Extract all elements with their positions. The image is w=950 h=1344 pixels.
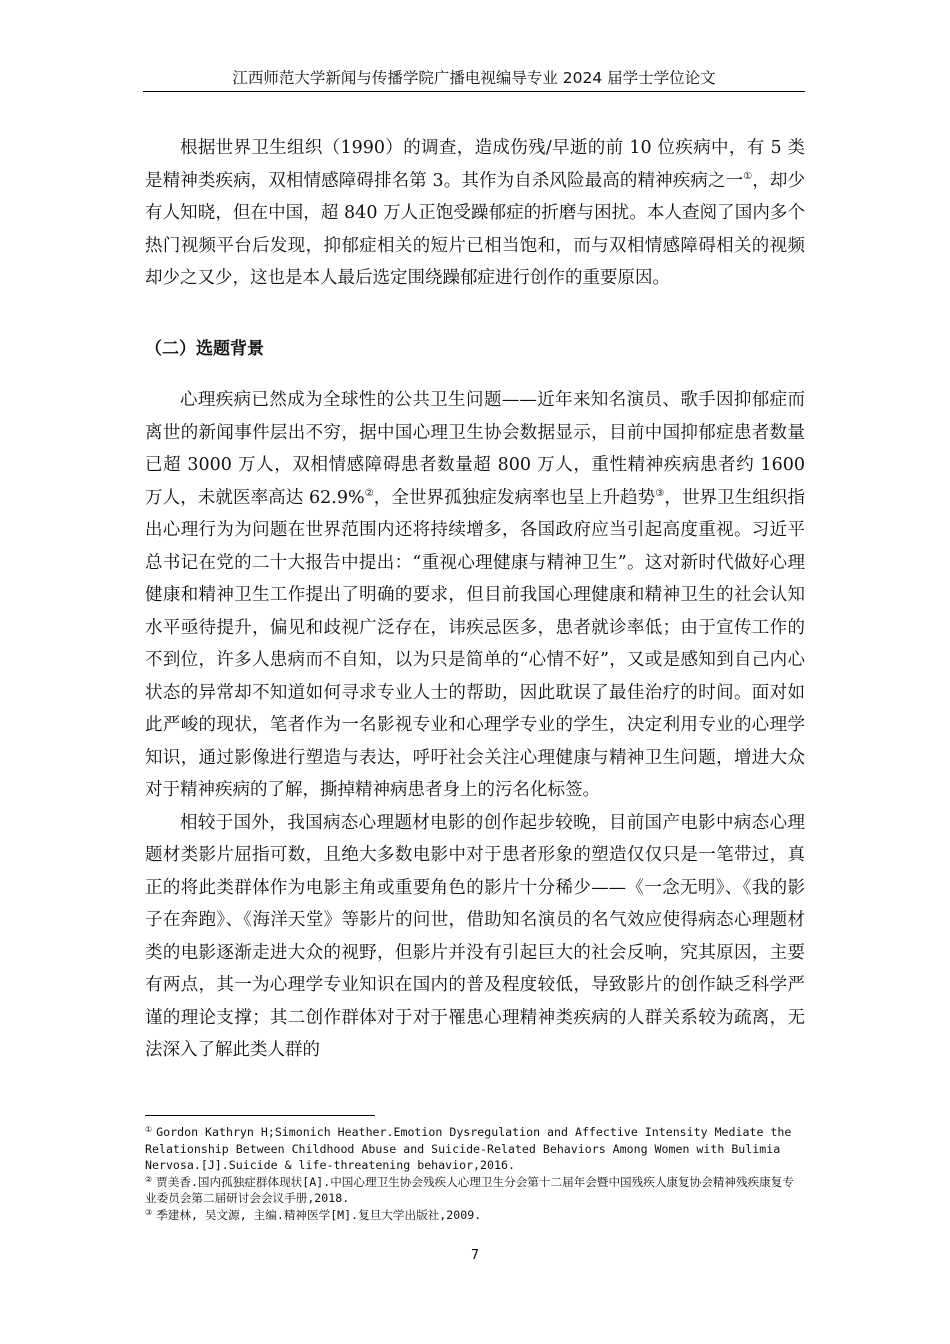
footnote-ref-2[interactable]: ②	[364, 487, 374, 499]
footnotes	[145, 1124, 805, 1223]
footnote-text-1: Gordon Kathryn H;Simonich Heather.Emotion Dysregulation and Affective Intensity Mediate the Relationship Between Childhood Abuse and Suicide-Related Behaviors Among Women with Bulimia Nervosa.[J].Suicide & life-threatening behavior,2016.	[145, 1125, 792, 1172]
running-header: 江西师范大学新闻与传播学院广播电视编导专业 2024 届学士学位论文	[143, 66, 805, 92]
footnote-ref-1[interactable]: ①	[743, 170, 753, 182]
paragraph-2-text-c: ，世界卫生组织指出心理行为为问题在世界范围内还将持续增多，各国政府应当引起高度重视。习近平总书记在党的二十大报告中提出：“重视心理健康与精神卫生”。这对新时代做好心理健康和精神卫生工作提出了明确的要求，但目前我国心理健康和精神卫生的社会认知水平亟待提升，偏见和歧视广泛存在，讳疾忌医多，患者就诊率低；由于宣传工作的不到位，许多人患病而不自知，以为只是简单的“心情不好”，又或是感知到自己内心状态的异常却不知道如何寻求专业人士的帮助，因此耽误了最佳治疗的时间。面对如此严峻的现状，笔者作为一名影视专业和心理学专业的学生，决定利用专业的心理学知识，通过影像进行塑造与表达，呼吁社会关注心理健康与精神卫生问题，增进大众对于精神疾病的了解，撕掉精神病患者身上的污名化标签。	[145, 487, 806, 800]
paragraph-2	[145, 384, 805, 1067]
paragraph-1-text-b: ，却少有人知晓，但在中国，超 840 万人正饱受躁郁症的折磨与困扰。本人查阅了国内多个热门视频平台后发现，抑郁症相关的短片已相当饱和，而与双相情感障碍相关的视频却少之又少，这也是本人最后选定围绕躁郁症进行创作的重要原因。	[145, 170, 806, 288]
paragraph-2-text-b: ，全世界孤独症发病率也呈上升趋势	[373, 487, 656, 508]
section-heading: （二）选题背景	[145, 339, 264, 359]
footnote-ref-3[interactable]: ③	[655, 487, 665, 499]
footnote-text-2: 贾美香.国内孤独症群体现状[A].中国心理卫生协会残疾人心理卫生分会第十二届年会暨中国残疾人康复协会精神残疾康复专业委员会第二届研讨会会议手册,2018.	[145, 1174, 794, 1205]
page-number: 7	[470, 1248, 480, 1263]
footnote-1	[145, 1124, 805, 1174]
paragraph-1	[145, 132, 805, 295]
paragraph-1-text-a: 根据世界卫生组织（1990）的调查，造成伤残/早逝的前 10 位疾病中，有 5 类是精神类疾病，双相情感障碍排名第 3。其作为自杀风险最高的精神疾病之一	[145, 138, 805, 191]
paragraph-3: 相较于国外，我国病态心理题材电影的创作起步较晚，目前国产电影中病态心理题材类影片屈指可数，且绝大多数电影中对于患者形象的塑造仅仅只是一笔带过，真正的将此类群体作为电影主角或重要角色的影片十分稀少——《一念无明》、《我的影子在奔跑》、《海洋天堂》等影片的问世，借助知名演员的名气效应使得病态心理题材类的电影逐渐走进大众的视野，但影片并没有引起巨大的社会反响，究其原因，主要有两点，其一为心理学专业知识在国内的普及程度较低，导致影片的创作缺乏科学严谨的理论支撑；其二创作群体对于对于罹患心理精神类疾病的人群关系较为疏离，无法深入了解此类人群的	[145, 812, 805, 1060]
footnote-2	[145, 1174, 805, 1207]
footnote-mark-3: ③	[145, 1207, 153, 1217]
footnote-text-3: 季建林, 吴文源, 主编.精神医学[M].复旦大学出版社,2009.	[156, 1207, 482, 1222]
footnote-mark-1: ①	[145, 1125, 153, 1134]
footnote-mark-2: ②	[145, 1174, 153, 1184]
paragraph-2-text-a: 心理疾病已然成为全球性的公共卫生问题——近年来知名演员、歌手因抑郁症而离世的新闻事件层出不穷，据中国心理卫生协会数据显示，目前中国抑郁症患者数量已超 3000 万人，双相情感障碍患者数量超 800 万人，重性精神疾病患者约 1600 万人，未就医率高达 62.9%	[145, 390, 805, 508]
footnote-divider	[145, 1115, 375, 1116]
footnote-3	[145, 1207, 805, 1224]
